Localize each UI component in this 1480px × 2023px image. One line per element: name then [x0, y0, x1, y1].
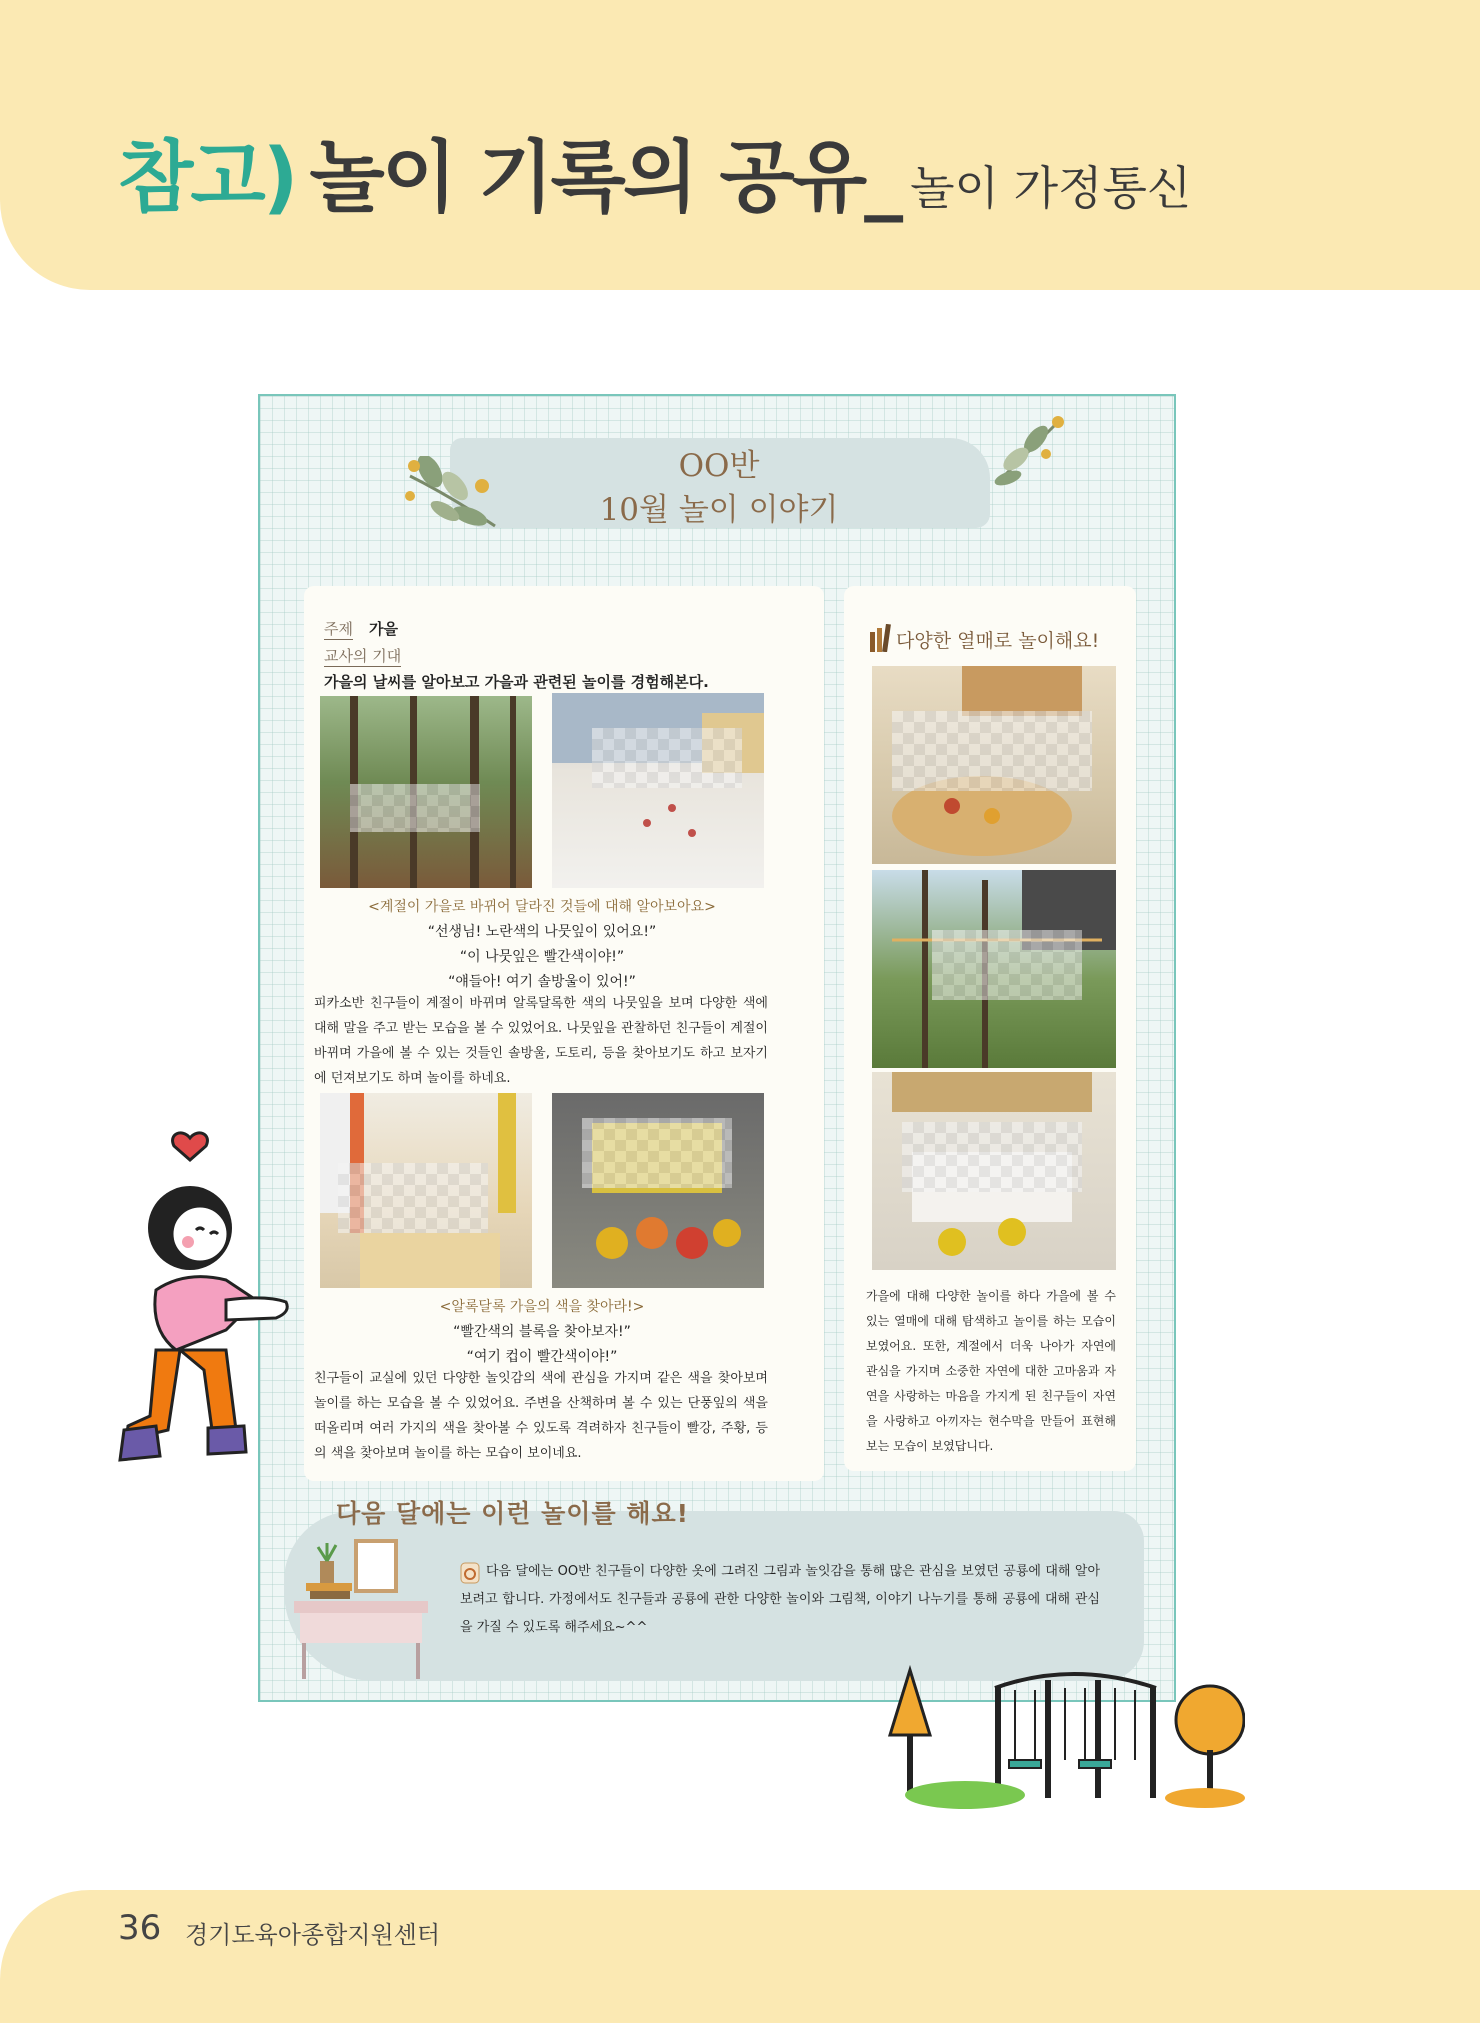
section1-quote: “이 나뭇잎은 빨간색이야!”: [459, 949, 625, 965]
photo-nature-banner: [872, 870, 1116, 1068]
section2-caption: <알록달록 가을의 색을 찾아라!>: [439, 1299, 645, 1315]
leaf-branch-icon: [400, 456, 510, 536]
newsletter-headline: 10월 놀이 이야기: [599, 492, 839, 528]
section1-quote: “얘들아! 여기 솔방울이 있어!”: [448, 974, 636, 990]
child-illustration: [116, 1130, 296, 1470]
section2-paragraph: 친구들이 교실에 있던 다양한 놀잇감의 색에 관심을 가지며 같은 색을 찾아보며 놀이를 하는 모습을 볼 수 있었어요. 주변을 산책하며 볼 수 있는 단풍잎의 색을 떠올리며 여러 가지의 색을 찾아볼 수 있도록 격려하자 친구들이 빨강, 주황, 등의 색을 찾아보며 놀이를 하는 모습이 보이네요.: [314, 1371, 768, 1461]
side-heading: 다양한 열매로 놀이해요!: [896, 630, 1100, 652]
side-paragraph: 가을에 대해 다양한 놀이를 하다 가을에 볼 수 있는 열매에 대해 탐색하고 놀이를 하는 모습이 보였어요. 또한, 계절에서 더욱 나아가 자연에 관심을 가지며 소중한 자연에 대한 고마움과 자연을 사랑하는 마음을 가지게 된 친구들이 자연을 사랑하고 아끼자는 현수막을 만들어 표현해보는 모습이 보였답니다.: [866, 1289, 1116, 1453]
section1-caption: <계절이 가을로 바뀌어 달라진 것들에 대해 알아보아요>: [368, 899, 716, 915]
expectation-label: 교사의 기대: [324, 647, 402, 665]
next-month-title: 다음 달에는 이런 놀이를 해요!: [336, 1499, 690, 1528]
topic-row: [324, 618, 398, 640]
topic-value: 가을: [368, 620, 398, 638]
expectation-text: 가을의 날씨를 알아보고 가을과 관련된 놀이를 경험해본다.: [324, 673, 709, 691]
topic-label: 주제: [324, 620, 353, 638]
section2-quote: “빨간색의 블록을 찾아보자!”: [453, 1324, 631, 1340]
title-main: 놀이 기록의 공유_: [309, 133, 901, 223]
photo-classroom-floor: [552, 693, 764, 888]
title-prefix: 참고): [118, 133, 296, 223]
section1-paragraph: 피카소반 친구들이 계절이 바뀌며 알록달록한 색의 나뭇잎을 보며 다양한 색에 대해 말을 주고 받는 모습을 볼 수 있었어요. 나뭇잎을 관찰하던 친구들이 계절이 바뀌며 가을에 볼 수 있는 것들인 솔방울, 도토리, 등을 찾아보기도 하고 보자기에 던져보기도 하며 놀이를 하네요.: [314, 996, 768, 1086]
page-title: [118, 115, 1191, 227]
section1-quote: “선생님! 노란색의 나뭇잎이 있어요!”: [427, 924, 657, 940]
leaf-branch-icon: [986, 414, 1066, 494]
newsletter-frame: [258, 394, 1176, 1702]
section2-quote: “여기 컵이 빨간색이야!”: [466, 1349, 618, 1365]
next-month-text-body: 다음 달에는 OO반 친구들이 다양한 옷에 그려진 그림과 놀잇감을 통해 많은 관심을 보였던 공룡에 대해 알아보려고 합니다. 가정에서도 친구들과 공룡에 관한 다양한 놀이와 그림책, 이야기 나누기를 통해 공룡에 대해 관심을 가질 수 있도록 해주세요~^^: [460, 1564, 1100, 1635]
footer-band: [0, 1890, 1480, 2023]
desk-illustration: [286, 1531, 436, 1681]
title-subtitle: 놀이 가정통신: [910, 161, 1192, 215]
park-illustration: [885, 1660, 1245, 1810]
books-icon: [868, 624, 892, 652]
photo-group-drawing: [872, 1072, 1116, 1270]
photo-forest-walk: [320, 696, 532, 888]
organization-name: 경기도육아종합지원센터: [185, 1921, 441, 1949]
expectation-row: [324, 645, 401, 667]
page-number: 36: [118, 1908, 162, 1948]
class-name: OO반: [678, 448, 760, 484]
photo-colour-hunt: [552, 1093, 764, 1288]
next-month-text: [460, 1558, 1100, 1642]
photo-fruit-tray: [872, 666, 1116, 864]
photo-classroom-play: [320, 1093, 532, 1288]
